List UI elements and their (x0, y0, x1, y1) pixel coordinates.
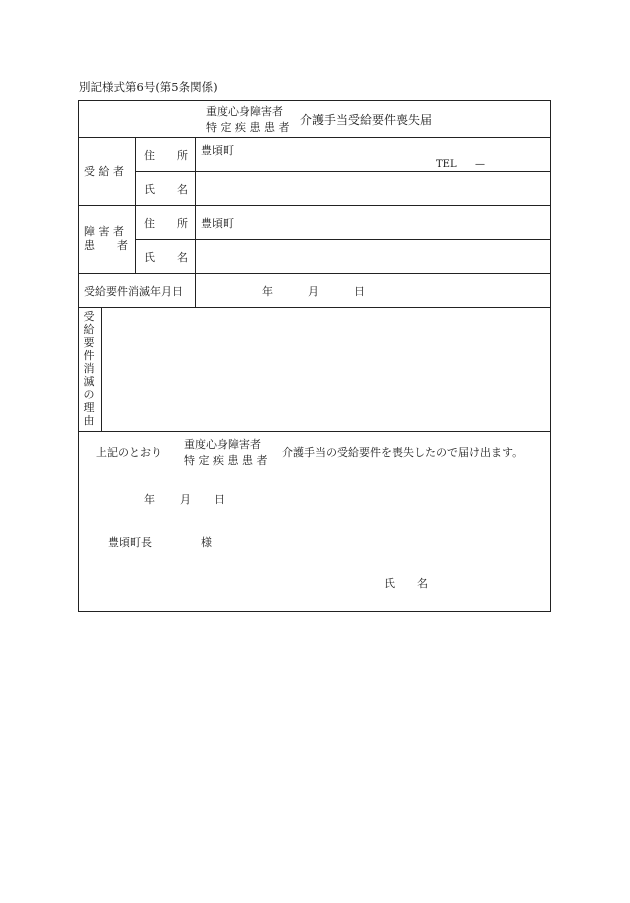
signature-name-label: 氏 名 (384, 577, 428, 590)
recipient-address-value[interactable]: 豊頃町 (201, 144, 234, 157)
loss-date-month: 月 (308, 285, 319, 298)
addressee-honorific: 様 (201, 536, 212, 549)
declaration-prefix: 上記のとおり (96, 446, 162, 459)
reason-label-char: 消 (83, 362, 95, 375)
loss-date-year: 年 (262, 285, 273, 298)
form-number-label: 別記様式第6号(第5条関係) (79, 80, 218, 94)
patient-address-label: 住 所 (144, 217, 188, 230)
addressee-name: 豊頃町長 (108, 536, 152, 549)
title-suffix: 介護手当受給要件喪失届 (300, 113, 433, 127)
recipient-tel-label: TEL (436, 159, 457, 170)
reason-label-char: 給 (83, 323, 95, 336)
recipient-tel-separator: — (475, 159, 485, 170)
rule-patient-bottom (78, 273, 551, 274)
patient-name-field[interactable] (196, 240, 550, 273)
reason-vertical-label (82, 310, 96, 427)
patient-label-line2: 患 者 (84, 239, 128, 252)
reason-field[interactable] (102, 308, 550, 431)
recipient-name-field[interactable] (196, 172, 550, 205)
patient-label-line1: 障 害 者 (84, 225, 124, 238)
rule-date-label-divider (195, 273, 196, 307)
rule-recipient-bottom (78, 205, 551, 206)
reason-label-char: 滅 (83, 375, 95, 388)
rule-reason-bottom (78, 431, 551, 432)
recipient-label: 受 給 者 (84, 165, 124, 178)
title-line1: 重度心身障害者 (206, 105, 283, 118)
loss-date-day: 日 (354, 285, 365, 298)
declaration-line2: 特 定 疾 患 患 者 (184, 454, 268, 467)
reason-label-char: 要 (83, 336, 95, 349)
reason-label-char: 理 (83, 401, 95, 414)
recipient-address-label: 住 所 (144, 149, 188, 162)
submission-month: 月 (180, 493, 191, 506)
reason-label-char: の (83, 388, 95, 401)
title-line2: 特 定 疾 患 患 者 (206, 121, 290, 134)
reason-label-char: 件 (83, 349, 95, 362)
rule-title-bottom (78, 137, 551, 138)
loss-date-label: 受給要件消滅年月日 (84, 285, 183, 298)
submission-year: 年 (144, 493, 155, 506)
declaration-suffix: 介護手当の受給要件を喪失したので届け出ます。 (282, 446, 524, 459)
patient-address-value[interactable]: 豊頃町 (201, 217, 234, 230)
rule-group-label-divider (135, 137, 136, 273)
declaration-line1: 重度心身障害者 (184, 438, 261, 451)
reason-label-char: 受 (83, 310, 95, 323)
patient-name-label: 氏 名 (144, 251, 188, 264)
recipient-name-label: 氏 名 (144, 183, 188, 196)
reason-label-char: 由 (83, 414, 95, 427)
submission-day: 日 (214, 493, 225, 506)
